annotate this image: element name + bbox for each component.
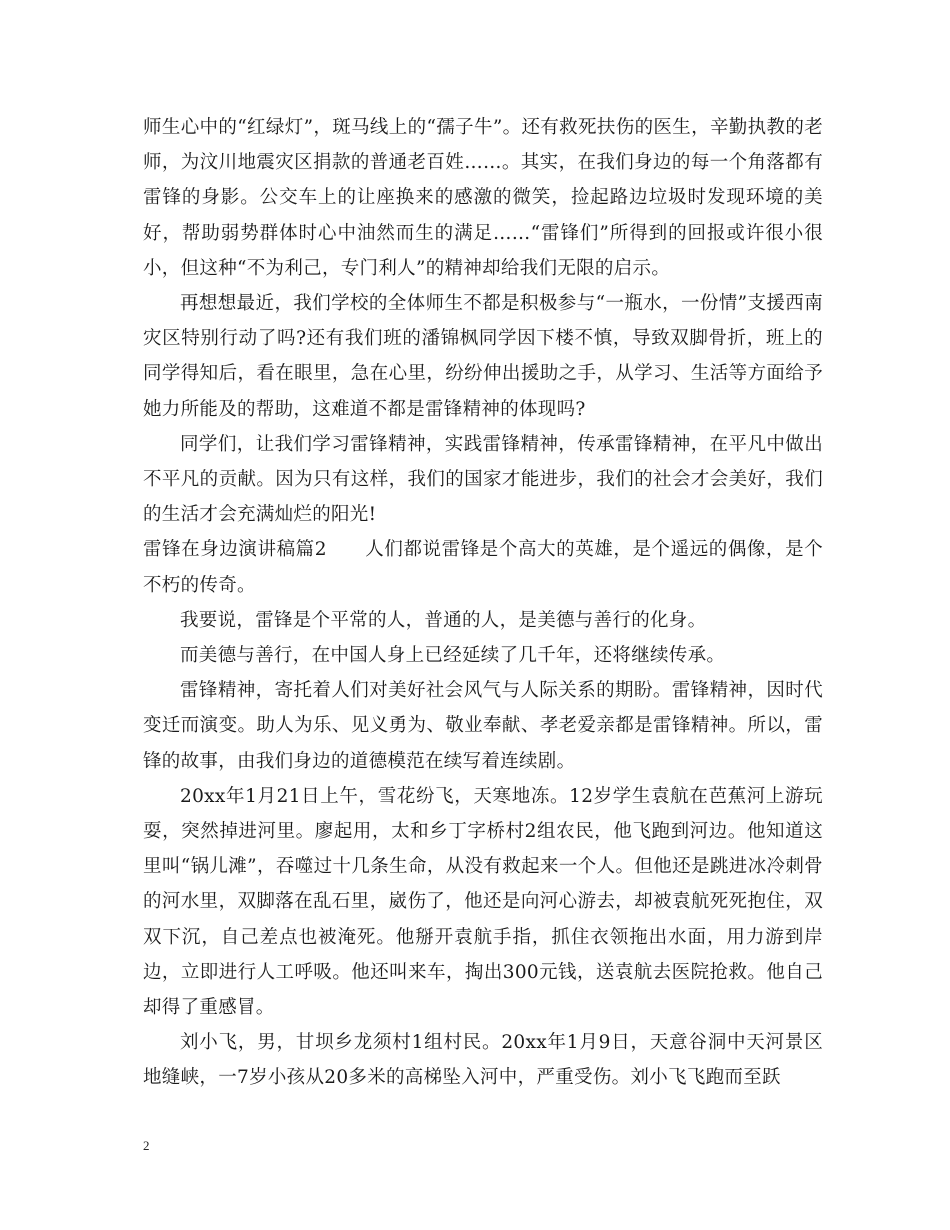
paragraph: 而美德与善行，在中国人身上已经延续了几千年，还将继续传承。 [180,645,726,667]
paragraph: 我要说，雷锋是个平常的人，普通的人，是美德与善行的化身。 [180,609,707,631]
paragraph: 师生心中的“红绿灯”，斑马线上的“孺子牛”。还有救死扶伤的医生，辛勤执教的老师，为汶川地震灾区捐款的普通老百姓……。其实，在我们身边的每一个角落都有雷锋的身影。公交车上的让座换来的感激的微笑，捡起路边垃圾时发现环境的美好，帮助弱势群体时心中油然而生的满足……“雷锋们”所得到的回报或许很小很小，但这种“不为利己，专门利人”的精神却给我们无限的启示。 [143,117,823,279]
paragraph: 同学们，让我们学习雷锋精神，实践雷锋精神，传承雷锋精神，在平凡中做出不平凡的贡献。因为只有这样，我们的国家才能进步，我们的社会才会美好，我们的生活才会充满灿烂的阳光! [143,433,823,526]
paragraph: 雷锋精神，寄托着人们对美好社会风气与人际关系的期盼。雷锋精神，因时代变迁而演变。助人为乐、见义勇为、敬业奉献、孝老爱亲都是雷锋精神。所以，雷锋的故事，由我们身边的道德模范在续写着连续剧。 [143,680,823,772]
section-heading-paragraph: 雷锋在身边演讲稿篇2 人们都说雷锋是个高大的英雄，是个遥远的偶像，是个不朽的传奇。 [143,539,823,596]
paragraph: 20xx年1月21日上午，雪花纷飞，天寒地冻。12岁学生袁航在芭蕉河上游玩耍，突然掉进河里。廖起用，太和乡丁字桥村2组农民，他飞跑到河边。他知道这里叫“锅儿滩”，吞噬过十几条生命，从没有救起来一个人。但他还是跳进冰冷刺骨的河水里，双脚落在乱石里，崴伤了，他还是向河心游去，却被袁航死死抱住，双双下沉，自己差点也被淹死。他掰开袁航手指，抓住衣领拖出水面，用力游到岸边，立即进行人工呼吸。他还叫来车，掏出300元钱，送袁航去医院抢救。他自己却得了重感冒。 [143,785,823,1019]
paragraph: 再想想最近，我们学校的全体师生不都是积极参与“一瓶水，一份情”支援西南灾区特别行动了吗?还有我们班的潘锦枫同学因下楼不慎，导致双脚骨折，班上的同学得知后，看在眼里，急在心里，纷纷伸出援助之手，从学习、生活等方面给予她力所能及的帮助，这难道不都是雷锋精神的体现吗? [143,293,823,420]
paragraph: 刘小飞，男，甘坝乡龙须村1组村民。20xx年1月9日，天意谷洞中天河景区地缝峡，一7岁小孩从20多米的高梯坠入河中，严重受伤。刘小飞飞跑而至跃 [143,1032,823,1089]
page-number: 2 [143,1138,150,1153]
document-body [143,110,823,1096]
